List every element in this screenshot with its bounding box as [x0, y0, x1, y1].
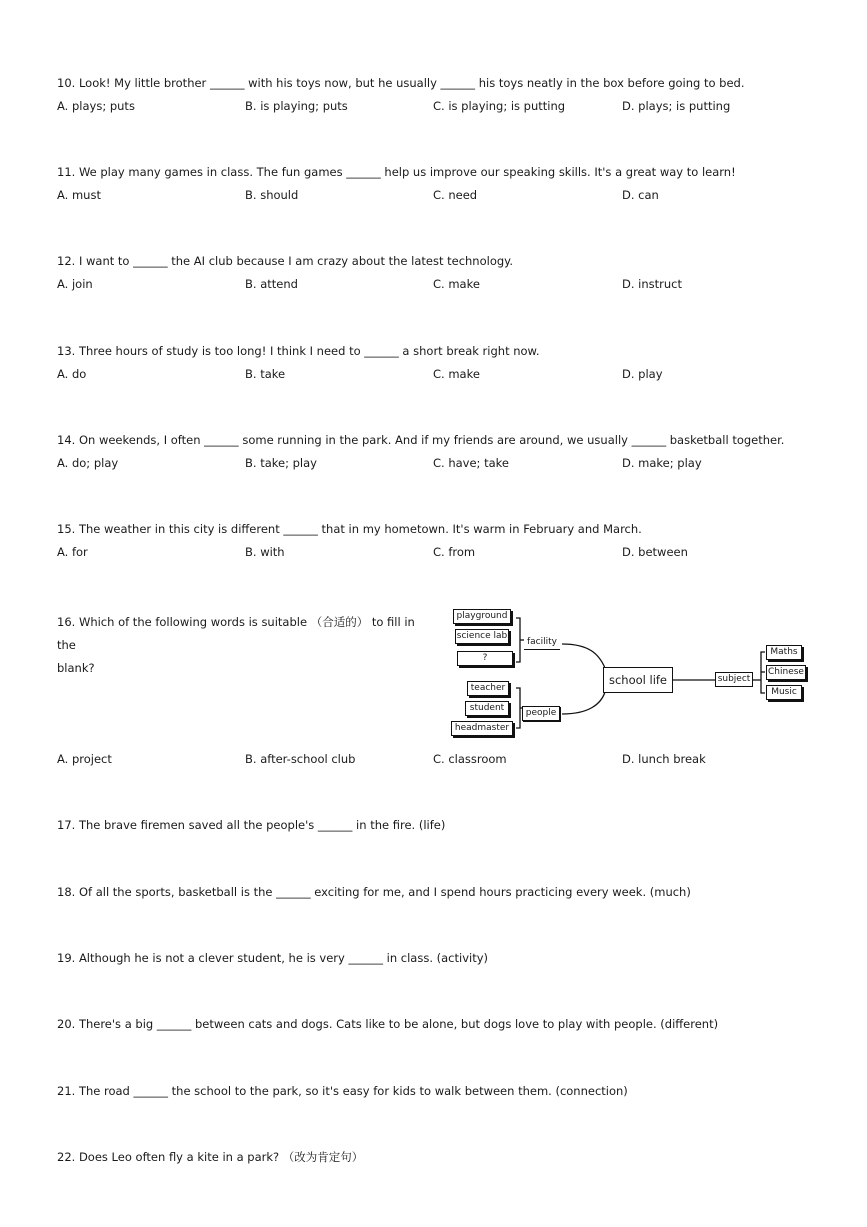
mindmap-maths: Maths: [766, 645, 802, 660]
option-a[interactable]: A. plays; puts: [57, 99, 135, 113]
question-14: [57, 433, 784, 448]
question-22: 22. Does Leo often fly a kite in a park? （改为肯定句）: [57, 1150, 364, 1164]
option-c[interactable]: C. is playing; is putting: [433, 99, 566, 113]
option-b[interactable]: B. with: [245, 545, 285, 559]
mindmap-playground: playground: [453, 609, 511, 624]
question-number: 10.: [57, 76, 76, 90]
question-number: 12.: [57, 254, 76, 268]
question-10: [57, 76, 745, 91]
option-c[interactable]: C. make: [433, 277, 480, 291]
question-text: We play many games in class. The fun games ______ help us improve our speaking skills. It's a great way to learn!: [78, 165, 736, 179]
option-c[interactable]: C. classroom: [433, 752, 507, 766]
question-text: I want to ______ the AI club because I am crazy about the latest technology.: [78, 254, 513, 268]
mindmap-student: student: [465, 701, 509, 716]
mindmap-facility: facility: [524, 636, 560, 650]
mindmap-music: Music: [766, 685, 802, 700]
question-number: 11.: [57, 165, 76, 179]
question-text: Three hours of study is too long! I think I need to ______ a short break right now.: [78, 344, 540, 358]
mindmap-chinese: Chinese: [766, 665, 806, 680]
question-number: 13.: [57, 344, 76, 358]
question-19: 19. Although he is not a clever student, he is very ______ in class. (activity): [57, 951, 489, 965]
option-a[interactable]: A. do: [57, 367, 87, 381]
option-d[interactable]: D. instruct: [622, 277, 682, 291]
question-13: [57, 344, 540, 359]
option-d[interactable]: D. between: [622, 545, 688, 559]
option-a[interactable]: A. join: [57, 277, 93, 291]
option-b[interactable]: B. after-school club: [245, 752, 356, 766]
option-c[interactable]: C. need: [433, 188, 478, 202]
option-d[interactable]: D. plays; is putting: [622, 99, 731, 113]
option-a[interactable]: A. do; play: [57, 456, 119, 470]
mindmap-center: school life: [603, 667, 673, 693]
question-text: Look! My little brother ______ with his toys now, but he usually ______ his toys neatly in the box before going to bed.: [78, 76, 745, 90]
option-a[interactable]: A. for: [57, 545, 88, 559]
option-d[interactable]: D. make; play: [622, 456, 702, 470]
school-life-mindmap: [449, 604, 819, 744]
option-a[interactable]: A. must: [57, 188, 101, 202]
question-16: [57, 611, 437, 680]
option-b[interactable]: B. take: [245, 367, 286, 381]
option-c[interactable]: C. make: [433, 367, 480, 381]
question-20: 20. There's a big ______ between cats and dogs. Cats like to be alone, but dogs love to play with people. (different): [57, 1017, 719, 1031]
question-text-line1: 16. Which of the following words is suitable （合适的） to fill in the: [57, 615, 415, 652]
mindmap-headmaster: headmaster: [451, 721, 513, 736]
option-c[interactable]: C. from: [433, 545, 476, 559]
mindmap-teacher: teacher: [467, 681, 509, 696]
mindmap-blank: ?: [457, 651, 513, 666]
question-17: 17. The brave firemen saved all the people's ______ in the fire. (life): [57, 818, 446, 832]
option-b[interactable]: B. is playing; puts: [245, 99, 348, 113]
option-b[interactable]: B. should: [245, 188, 299, 202]
question-21: 21. The road ______ the school to the park, so it's easy for kids to walk between them. (connection): [57, 1084, 628, 1098]
question-number: 14.: [57, 433, 76, 447]
option-d[interactable]: D. play: [622, 367, 663, 381]
question-text-line2: blank?: [57, 661, 95, 675]
mindmap-subject: subject: [715, 672, 753, 687]
option-b[interactable]: B. attend: [245, 277, 298, 291]
question-12: [57, 254, 513, 269]
question-11: [57, 165, 736, 180]
question-18: 18. Of all the sports, basketball is the ______ exciting for me, and I spend hours practicing every week. (much): [57, 885, 691, 899]
question-text: On weekends, I often ______ some running in the park. And if my friends are around, we usually ______ basketball together.: [78, 433, 785, 447]
question-number: 15.: [57, 522, 76, 536]
question-text: The weather in this city is different ______ that in my hometown. It's warm in February and March.: [78, 522, 642, 536]
option-c[interactable]: C. have; take: [433, 456, 509, 470]
question-15: [57, 522, 642, 537]
option-d[interactable]: D. can: [622, 188, 659, 202]
mindmap-people: people: [522, 706, 560, 721]
option-a[interactable]: A. project: [57, 752, 112, 766]
mindmap-science-lab: science lab: [455, 629, 509, 644]
option-b[interactable]: B. take; play: [245, 456, 317, 470]
option-d[interactable]: D. lunch break: [622, 752, 706, 766]
